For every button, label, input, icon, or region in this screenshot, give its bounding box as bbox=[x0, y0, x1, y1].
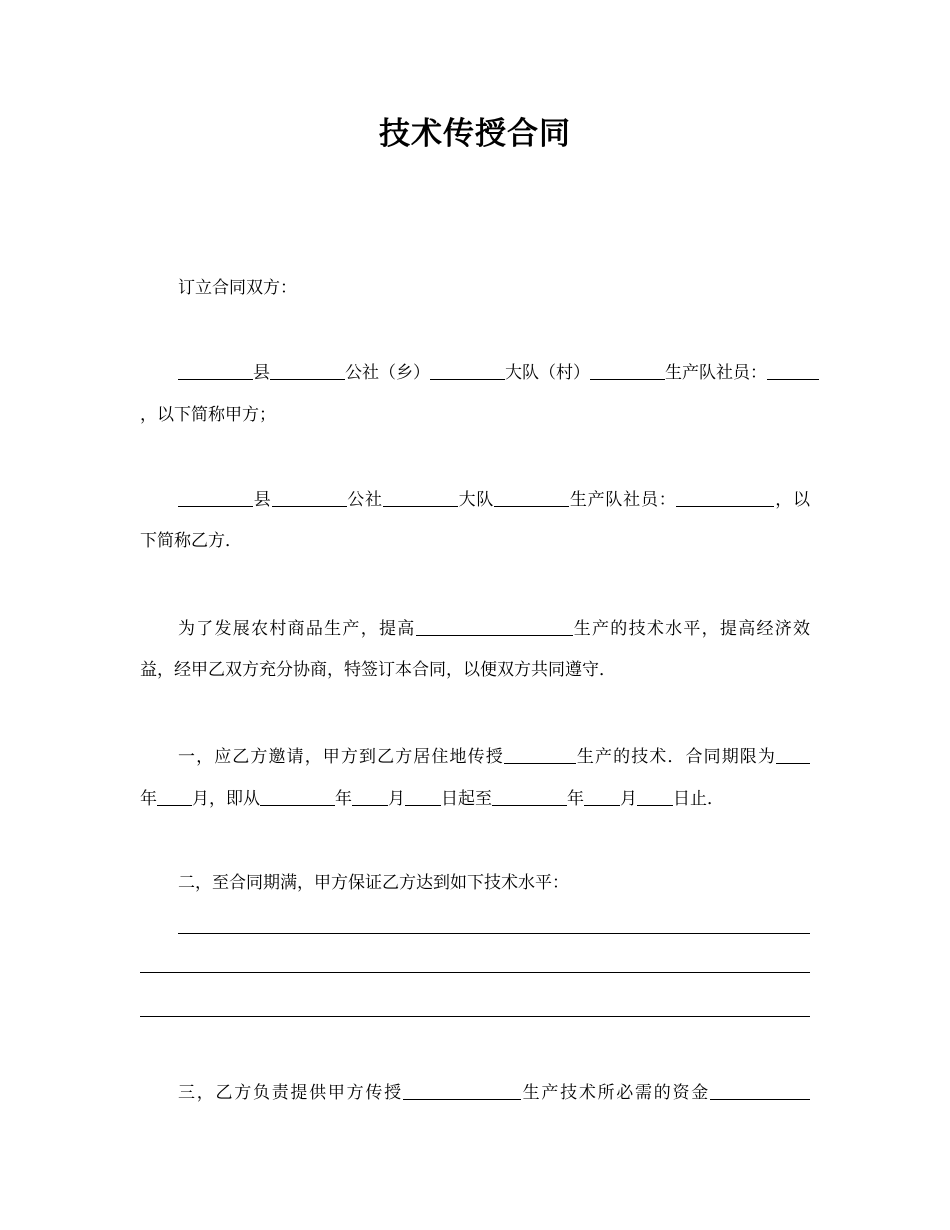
party-b-commune-blank[interactable] bbox=[272, 489, 347, 507]
clause-3-field-blank[interactable] bbox=[403, 1082, 521, 1100]
party-b-alias-tail: 下简称乙方． bbox=[140, 531, 242, 551]
party-a-county-blank[interactable] bbox=[178, 362, 253, 380]
party-b-team-blank[interactable] bbox=[494, 489, 569, 507]
intro-text: 订立合同双方： bbox=[178, 278, 297, 298]
team-label: 生产队社员： bbox=[665, 363, 767, 383]
start-year-blank[interactable] bbox=[260, 788, 335, 806]
end-day-blank[interactable] bbox=[637, 788, 673, 806]
preamble-text-2: 益，经甲乙双方充分协商，特签订本合同，以便双方共同遵守． bbox=[140, 660, 616, 680]
county-label: 县 bbox=[253, 363, 270, 383]
term-years-blank[interactable] bbox=[776, 746, 810, 764]
party-a-alias: ，以下简称甲方； bbox=[140, 405, 276, 425]
county-label: 县 bbox=[253, 490, 272, 510]
day-start-label: 日起至 bbox=[441, 789, 492, 809]
party-b-line-2 bbox=[140, 529, 810, 553]
preamble-field-blank[interactable] bbox=[416, 618, 573, 636]
day-end-label: 日止． bbox=[673, 789, 724, 809]
intro-line bbox=[178, 276, 810, 300]
month-label: 月 bbox=[192, 789, 209, 809]
clause-2-line bbox=[178, 871, 810, 895]
party-a-brigade-blank[interactable] bbox=[430, 362, 505, 380]
skill-level-blank-line-2[interactable] bbox=[140, 972, 810, 973]
preamble-part-2: 生产的技术水平，提高经济效 bbox=[572, 619, 810, 639]
party-b-name-blank[interactable] bbox=[676, 489, 774, 507]
clause-1-line-2 bbox=[140, 787, 810, 811]
skill-level-blank-line-1[interactable] bbox=[178, 933, 810, 934]
year-label: 年 bbox=[335, 789, 352, 809]
from-label: ，即从 bbox=[209, 789, 260, 809]
preamble-line-2 bbox=[140, 658, 810, 682]
preamble-line-1 bbox=[178, 617, 810, 641]
party-b-alias-head: ，以 bbox=[774, 490, 811, 510]
clause-2-text: 二，至合同期满，甲方保证乙方达到如下技术水平： bbox=[178, 873, 569, 893]
skill-level-blank-line-3[interactable] bbox=[140, 1016, 810, 1017]
commune-label: 公社 bbox=[346, 490, 383, 510]
clause-1-part-2: 生产的技术．合同期限为 bbox=[575, 747, 777, 767]
party-b-brigade-blank[interactable] bbox=[383, 489, 458, 507]
clause-1-part-1: 一，应乙方邀请，甲方到乙方居住地传授 bbox=[178, 747, 504, 767]
brigade-label: 大队 bbox=[457, 490, 495, 510]
clause-3-part-1: 三，乙方负责提供甲方传授 bbox=[178, 1083, 403, 1103]
month-label: 月 bbox=[388, 789, 405, 809]
funding-amount-blank[interactable] bbox=[710, 1082, 810, 1100]
month-label: 月 bbox=[620, 789, 637, 809]
clause-3-line bbox=[178, 1081, 810, 1105]
start-day-blank[interactable] bbox=[405, 788, 441, 806]
commune-label: 公社（乡） bbox=[345, 363, 430, 383]
end-month-blank[interactable] bbox=[584, 788, 620, 806]
clause-3-part-2: 生产技术所必需的资金 bbox=[520, 1083, 711, 1103]
clause-1-line-1 bbox=[178, 745, 810, 769]
party-a-line-1 bbox=[178, 361, 810, 385]
party-b-line-1 bbox=[178, 488, 810, 512]
term-months-blank[interactable] bbox=[157, 788, 192, 806]
party-a-team-blank[interactable] bbox=[590, 362, 665, 380]
year-label: 年 bbox=[567, 789, 584, 809]
preamble-part-1: 为了发展农村商品生产，提高 bbox=[178, 619, 416, 639]
party-a-commune-blank[interactable] bbox=[270, 362, 345, 380]
brigade-label: 大队（村） bbox=[505, 363, 590, 383]
clause-1-field-blank[interactable] bbox=[504, 746, 576, 764]
end-year-blank[interactable] bbox=[492, 788, 567, 806]
team-label: 生产队社员： bbox=[569, 490, 677, 510]
party-b-county-blank[interactable] bbox=[178, 489, 253, 507]
party-a-name-blank[interactable] bbox=[767, 362, 819, 380]
year-label: 年 bbox=[140, 789, 157, 809]
party-a-line-2 bbox=[140, 403, 810, 427]
start-month-blank[interactable] bbox=[352, 788, 388, 806]
document-title: 技术传授合同 bbox=[379, 116, 571, 152]
